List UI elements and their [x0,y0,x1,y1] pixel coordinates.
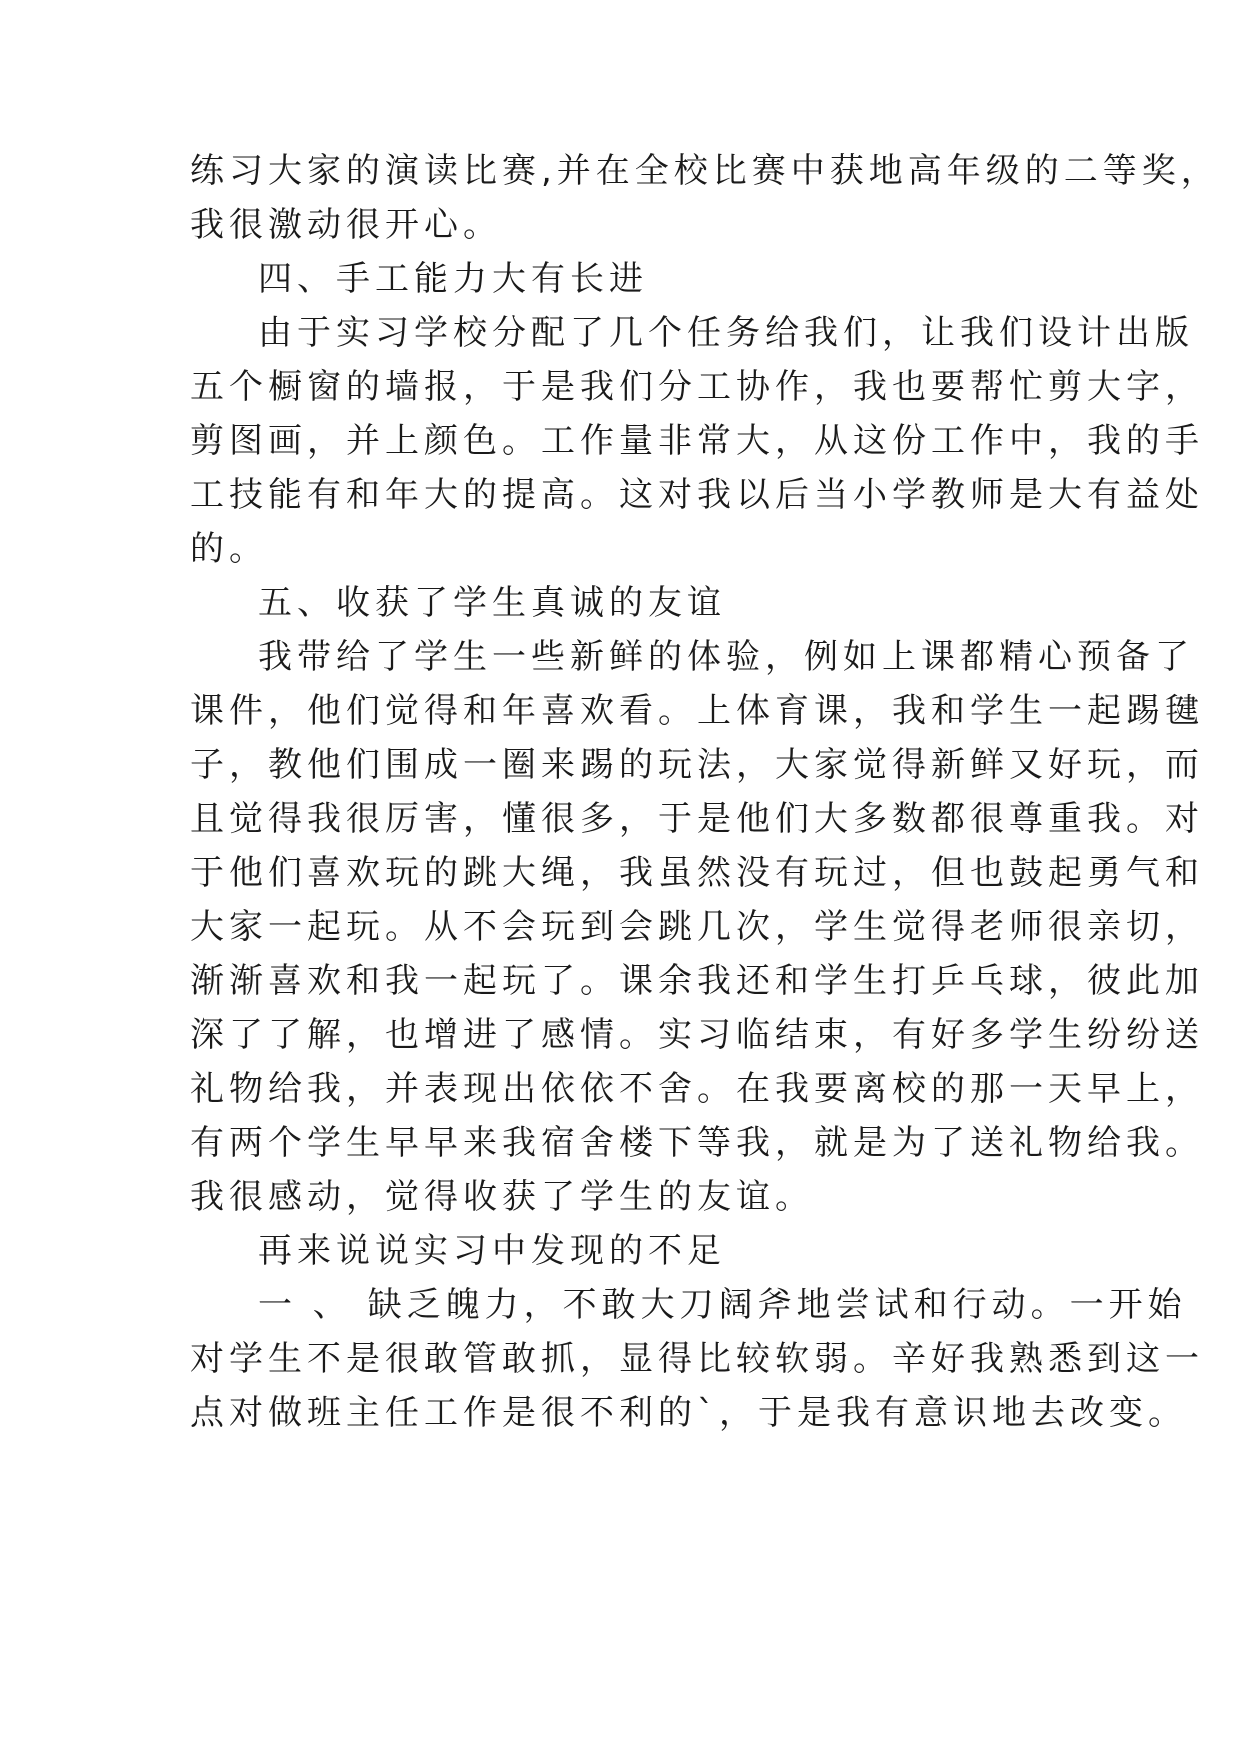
text-line: 有两个学生早早来我宿舍楼下等我，就是为了送礼物给我。 [190,1123,1204,1163]
section-heading: 四、手工能力大有长进 [258,259,648,299]
text-line: 我很感动，觉得收获了学生的友谊。 [190,1177,814,1217]
text-line: 大家一起玩。从不会玩到会跳几次，学生觉得老师很亲切， [190,907,1204,947]
text-line: 渐渐喜欢和我一起玩了。课余我还和学生打乒乓球，彼此加 [190,961,1204,1001]
text-line: 的。 [190,529,268,569]
section-heading: 再来说说实习中发现的不足 [258,1231,726,1271]
text-line: 对学生不是很敢管敢抓，显得比较软弱。辛好我熟悉到这一 [190,1339,1204,1379]
text-line: 一 、 缺乏魄力，不敢大刀阔斧地尝试和行动。一开始 [258,1285,1187,1325]
text-line: 于他们喜欢玩的跳大绳，我虽然没有玩过，但也鼓起勇气和 [190,853,1204,893]
text-line: 礼物给我，并表现出依依不舍。在我要离校的那一天早上， [190,1069,1204,1109]
text-line: 子，教他们围成一圈来踢的玩法，大家觉得新鲜又好玩，而 [190,745,1204,785]
text-line: 且觉得我很厉害，懂很多，于是他们大多数都很尊重我。对 [190,799,1204,839]
text-line: 五个橱窗的墙报，于是我们分工协作，我也要帮忙剪大字， [190,367,1204,407]
text-line: 由于实习学校分配了几个任务给我们，让我们设计出版 [258,313,1194,353]
text-line: 点对做班主任工作是很不利的`，于是我有意识地去改变。 [190,1393,1187,1433]
text-line: 练习大家的演读比赛,并在全校比赛中获地高年级的二等奖， [190,151,1220,191]
text-line: 工技能有和年大的提高。这对我以后当小学教师是大有益处 [190,475,1204,515]
section-heading: 五、收获了学生真诚的友谊 [258,583,726,623]
text-line: 剪图画，并上颜色。工作量非常大，从这份工作中，我的手 [190,421,1204,461]
text-line: 我带给了学生一些新鲜的体验，例如上课都精心预备了 [258,637,1194,677]
text-line: 课件，他们觉得和年喜欢看。上体育课，我和学生一起踢毽 [190,691,1204,731]
text-line: 深了了解，也增进了感情。实习临结束，有好多学生纷纷送 [190,1015,1204,1055]
text-line: 我很激动很开心。 [190,205,502,245]
